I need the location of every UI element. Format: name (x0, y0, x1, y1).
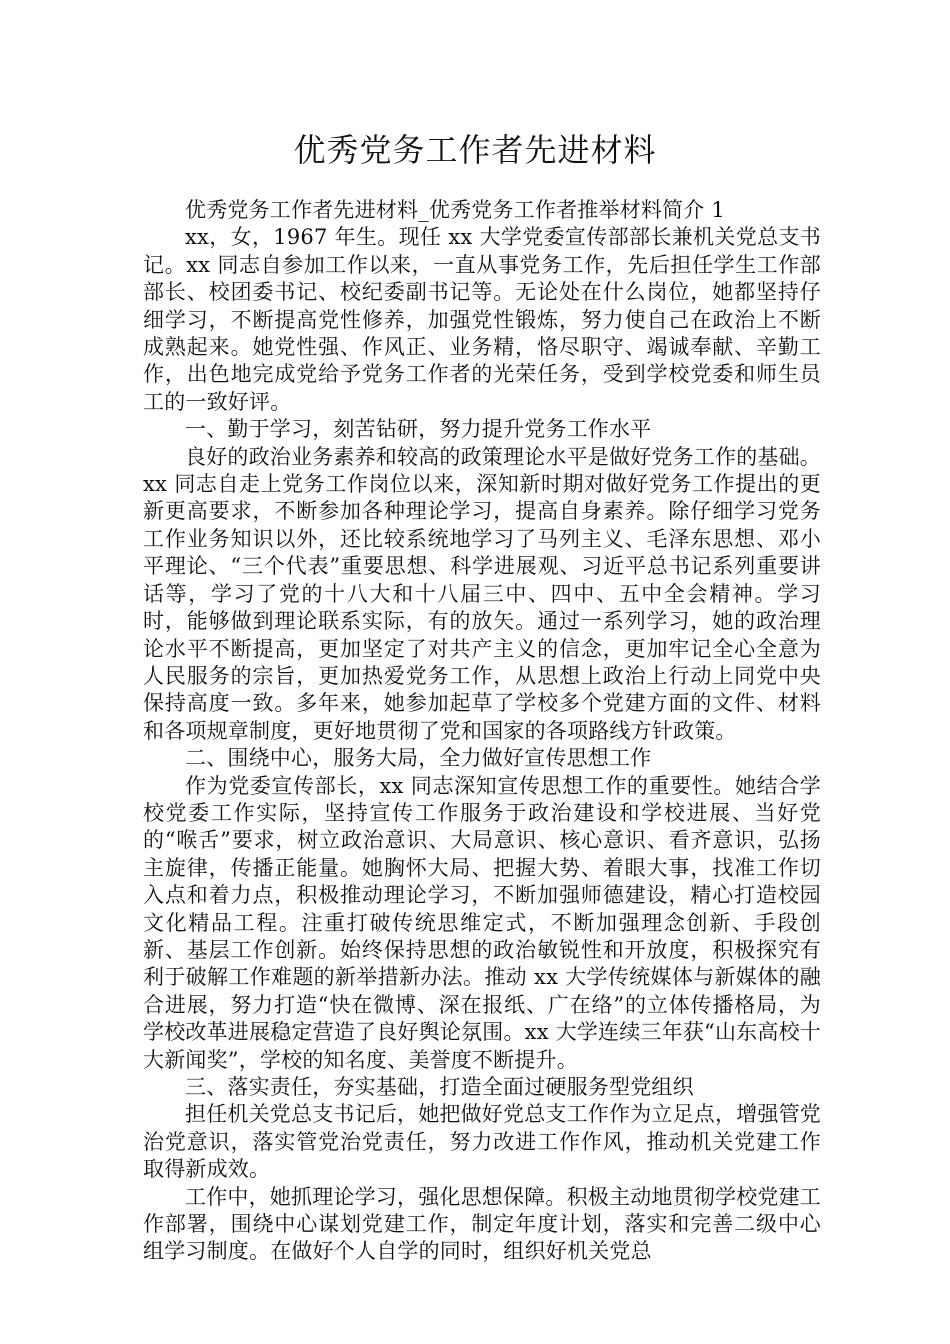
document-body (143, 197, 821, 1266)
section-heading-1: 一、勤于学习，刻苦钻研，努力提升党务工作水平 (185, 417, 652, 442)
section-2-paragraph: 作为党委宣传部长，xx 同志深知宣传思想工作的重要性。她结合学校党委工作实际，坚持宣传工作服务于政治建设和学校进展、当好党的“喉舌”要求，树立政治意识、大局意识、核心意识、看齐意识，弘扬主旋律，传播正能量。她胸怀大局、把握大势、着眼大事，找准工作切入点和着力点，积极推动理论学习，不断加强师德建设，精心打造校园文化精品工程。注重打破传统思维定式，不断加强理念创新、手段创新、基层工作创新。始终保持思想的政治敏锐性和开放度，积极探究有利于破解工作难题的新举措新办法。推动 xx 大学传统媒体与新媒体的融合进展，努力打造“快在微博、深在报纸、广在络”的立体传播格局，为学校改革进展稳定营造了良好舆论氛围。xx 大学连续三年获“山东高校十大新闻奖”，学校的知名度、美誉度不断提升。 (143, 773, 821, 1072)
document-title: 优秀党务工作者先进材料 (293, 131, 657, 169)
section-3-paragraph-2: 工作中，她抓理论学习，强化思想保障。积极主动地贯彻学校党建工作部署，围绕中心谋划党建工作，制定年度计划，落实和完善二级中心组学习制度。在做好个人自学的同时，组织好机关党总 (143, 1184, 821, 1264)
section-heading-3: 三、落实责任，夯实基础，打造全面过硬服务型党组织 (185, 1075, 694, 1099)
section-1-paragraph: 良好的政治业务素养和较高的政策理论水平是做好党务工作的基础。xx 同志自走上党务工作岗位以来，深知新时期对做好党务工作提出的更新更高要求，不断参加各种理论学习，提高自身素养。除仔细学习党务工作业务知识以外，还比较系统地学习了马列主义、毛泽东思想、邓小平理论、“三个代表”重要思想、科学进展观、习近平总书记系列重要讲话等，学习了党的十八大和十八届三中、四中、五中全会精神。学习时，能够做到理论联系实际，有的放矢。通过一系列学习，她的政治理论水平不断提高，更加坚定了对共产主义的信念，更加牢记全心全意为人民服务的宗旨，更加热爱党务工作，从思想上政治上行动上同党中央保持高度一致。多年来，她参加起草了学校多个党建方面的文件、材料和各项规章制度，更好地贯彻了党和国家的各项路线方针政策。 (143, 444, 821, 743)
section-heading-2: 二、围绕中心，服务大局，全力做好宣传思想工作 (185, 746, 652, 771)
section-3-paragraph-1: 担任机关党总支书记后，她把做好党总支工作作为立足点，增强管党治党意识，落实管党治党责任，努力改进工作作风，推动机关党建工作取得新成效。 (143, 1102, 821, 1182)
subtitle-paragraph: 优秀党务工作者先进材料_优秀党务工作者推举材料简介 1 (185, 198, 725, 222)
intro-paragraph: xx，女，1967 年生。现任 xx 大学党委宣传部部长兼机关党总支书记。xx 同志自参加工作以来，一直从事党务工作，先后担任学生工作部部长、校团委书记、校纪委副书记等。无论处在什么岗位，她都坚持仔细学习，不断提高党性修养，加强党性锻炼，努力使自己在政治上不断成熟起来。她党性强、作风正、业务精，恪尽职守、竭诚奉献、辛勤工作，出色地完成党给予党务工作者的光荣任务，受到学校党委和师生员工的一致好评。 (143, 225, 821, 414)
